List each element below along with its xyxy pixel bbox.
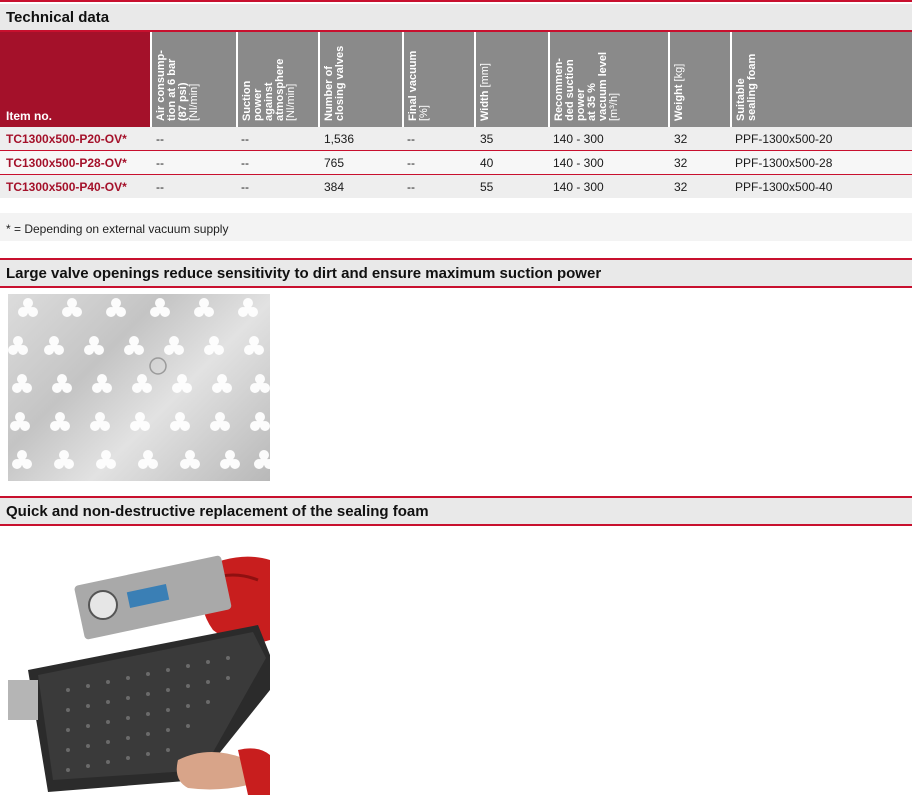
header-air-consumption: Air consump- tion at 6 bar (87 psi) [Nl/min] [150, 32, 236, 127]
technical-data-title: Technical data [6, 9, 110, 26]
footnote: * = Depending on external vacuum supply [6, 222, 229, 236]
section-rule [0, 286, 912, 288]
table-row: TC1300x500-P40-OV* -- -- 384 -- 55 140 - 300 32 PPF-1300x500-40 [0, 175, 912, 198]
valve-plate-photo [8, 294, 270, 481]
table-row: TC1300x500-P28-OV* -- -- 765 -- 40 140 - 300 32 PPF-1300x500-28 [0, 151, 912, 174]
foam-replacement-photo [8, 530, 270, 800]
section-rule [0, 524, 912, 526]
header-closing-valves: Number of closing valves [318, 32, 402, 127]
section-title-sealing-foam: Quick and non-destructive replacement of the sealing foam [0, 498, 912, 524]
table-header [0, 32, 912, 127]
header-sealing-foam: Suitable sealing foam [730, 32, 912, 127]
section-title-technical-data [0, 4, 912, 30]
table-row: TC1300x500-P20-OV* -- -- 1,536 -- 35 140 - 300 32 PPF-1300x500-20 [0, 127, 912, 150]
technical-data-table [0, 32, 912, 194]
header-suction-power: Suction power against atmosphere [Nl/min] [236, 32, 318, 127]
top-accent-line [0, 0, 912, 2]
section-title-valve-openings: Large valve openings reduce sensitivity to dirt and ensure maximum suction power [0, 260, 912, 286]
header-width: Width [mm] [474, 32, 548, 127]
foam-replacement-image [8, 530, 270, 800]
header-weight: Weight [kg] [668, 32, 730, 127]
valve-openings-image [8, 294, 270, 481]
header-recommended-suction: Recommen- ded suction power at 35 % vacuum level [m³/h] [548, 32, 668, 127]
header-item-no: Item no. [0, 32, 150, 127]
header-final-vacuum: Final vacuum [%] [402, 32, 474, 127]
